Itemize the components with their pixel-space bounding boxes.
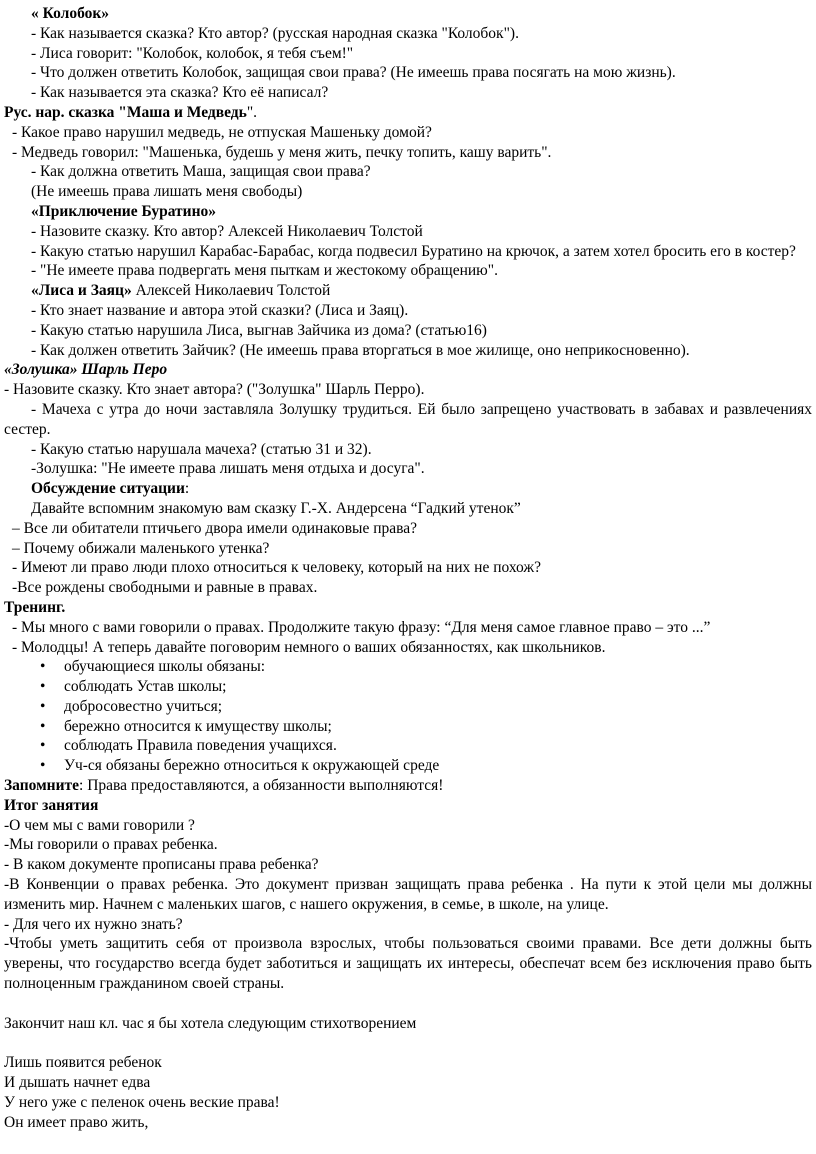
paragraph bbox=[4, 558, 812, 578]
text-run: Лишь появится ребенок bbox=[4, 1054, 162, 1072]
paragraph bbox=[4, 123, 812, 143]
text-run: обучающиеся школы обязаны: bbox=[64, 658, 266, 676]
bullet-icon: • bbox=[40, 697, 46, 715]
paragraph bbox=[4, 400, 812, 440]
poem-line bbox=[4, 1093, 812, 1113]
list-item bbox=[4, 717, 812, 737]
paragraph bbox=[4, 143, 812, 163]
text-run: - В каком документе прописаны права ребенка? bbox=[4, 856, 319, 874]
text-run: - Лиса говорит: "Колобок, колобок, я тебя съем!" bbox=[31, 44, 354, 62]
list-item bbox=[4, 756, 812, 776]
text-run: Рус. нар. сказка "Маша и Медведь bbox=[4, 103, 247, 121]
paragraph bbox=[4, 24, 812, 44]
poem-line bbox=[4, 1073, 812, 1093]
text-run: Тренинг. bbox=[4, 598, 66, 616]
text-run: «Лиса и Заяц» bbox=[31, 282, 132, 300]
text-run: добросовестно учиться; bbox=[64, 697, 223, 715]
heading-itog bbox=[4, 796, 812, 816]
text-run: - Медведь говорил: "Машенька, будешь у меня жить, печку топить, кашу варить". bbox=[12, 143, 552, 161]
bullet-icon: • bbox=[40, 757, 46, 775]
text-run: – Почему обижали маленького утенка? bbox=[12, 539, 270, 557]
text-run: : bbox=[184, 480, 190, 498]
text-run: - Какую статью нарушила Лиса, выгнав Зайчика из дома? (статью16) bbox=[31, 321, 487, 339]
text-run: - Мачеха с утра до ночи заставляла Золушку трудиться. Ей было запрещено участвовать в забавах и развлечениях сестер. bbox=[4, 400, 812, 438]
text-run: Давайте вспомним знакомую вам сказку Г.-Х. Андерсена “Гадкий утенок” bbox=[31, 499, 521, 517]
text-run: - Назовите сказку. Кто знает автора? ("Золушка" Шарль Перро). bbox=[4, 381, 425, 399]
text-run: - Как называется сказка? Кто автор? (русская народная сказка "Колобок"). bbox=[31, 24, 519, 42]
text-run: -Чтобы уметь защитить себя от произвола взрослых, чтобы пользоваться своими правами. Все дети должны быть уверены, что государство всегда будет заботиться и защищать их интересы, обеспечат всем без исключения право быть полноценным гражданином своей страны. bbox=[4, 935, 812, 993]
text-run: (Не имеешь права лишать меня свободы) bbox=[31, 183, 303, 201]
text-run: -О чем мы с вами говорили ? bbox=[4, 816, 195, 834]
text-run: Он имеет право жить, bbox=[4, 1113, 149, 1131]
heading-zapomnite bbox=[4, 776, 812, 796]
bullet-icon: • bbox=[40, 678, 46, 696]
bullet-icon: • bbox=[40, 717, 46, 735]
text-run: - Имеют ли право люди плохо относиться к человеку, который на них не похож? bbox=[12, 559, 541, 577]
text-run: У него уже с пеленок очень веские права! bbox=[4, 1093, 280, 1111]
paragraph bbox=[4, 301, 812, 321]
list-item bbox=[4, 657, 812, 677]
heading-lisa-zayats bbox=[4, 281, 812, 301]
text-run: -В Конвенции о правах ребенка. Это документ призван защищать права ребенка . На пути к этой цели мы должны изменить мир. Начнем с маленьких шагов, с нашего окружения, в семье, в школе, на улице. bbox=[4, 876, 812, 913]
paragraph bbox=[4, 380, 812, 400]
list-item bbox=[4, 677, 812, 697]
poem-line bbox=[4, 1113, 812, 1133]
text-run: – Все ли обитатели птичьего двора имели одинаковые права? bbox=[12, 519, 418, 537]
text-run: Запомните bbox=[4, 777, 80, 795]
text-run: - Какое право нарушил медведь, не отпуская Машеньку домой? bbox=[12, 123, 432, 141]
paragraph bbox=[4, 440, 812, 460]
text-run: соблюдать Устав школы; bbox=[64, 678, 227, 696]
text-run: «Золушка» Шарль Перо bbox=[4, 361, 168, 379]
paragraph bbox=[4, 321, 812, 341]
bullet-icon: • bbox=[40, 658, 46, 676]
paragraph bbox=[4, 1014, 812, 1034]
text-run: - Как должна ответить Маша, защищая свои права? bbox=[31, 163, 371, 181]
text-run: - Что должен ответить Колобок, защищая свои права? (Не имеешь права посягать на мою жизнь). bbox=[31, 64, 676, 82]
text-run: - Назовите сказку. Кто автор? Алексей Николаевич Толстой bbox=[31, 222, 423, 240]
text-run: бережно относится к имуществу школы; bbox=[64, 717, 332, 735]
paragraph bbox=[4, 618, 812, 638]
text-run: - Мы много с вами говорили о правах. Продолжите такую фразу: “Для меня самое главное право – это ...” bbox=[12, 618, 711, 636]
paragraph bbox=[4, 182, 812, 202]
paragraph bbox=[4, 816, 812, 836]
list-item bbox=[4, 736, 812, 756]
paragraph bbox=[4, 44, 812, 64]
paragraph bbox=[4, 934, 812, 993]
text-run: Уч-ся обязаны бережно относиться к окружающей среде bbox=[64, 757, 440, 775]
paragraph bbox=[4, 915, 812, 935]
text-run: Обсуждение ситуации bbox=[31, 480, 185, 498]
text-run: ". bbox=[246, 103, 258, 121]
paragraph bbox=[4, 539, 812, 559]
paragraph bbox=[4, 242, 812, 262]
paragraph bbox=[4, 855, 812, 875]
paragraph bbox=[4, 83, 812, 103]
paragraph bbox=[4, 499, 812, 519]
paragraph bbox=[4, 875, 812, 915]
text-run: соблюдать Правила поведения учащихся. bbox=[64, 737, 337, 755]
text-run: Закончит наш кл. час я бы хотела следующим стихотворением bbox=[4, 1014, 417, 1032]
text-run: - "Не имеете права подвергать меня пыткам и жестокому обращению". bbox=[31, 262, 498, 280]
heading-zolushka bbox=[4, 360, 812, 380]
text-run: И дышать начнет едва bbox=[4, 1074, 151, 1092]
paragraph bbox=[4, 261, 812, 281]
bullet-icon: • bbox=[40, 737, 46, 755]
text-run: - Как называется эта сказка? Кто её написал? bbox=[31, 84, 329, 102]
heading-trening bbox=[4, 598, 812, 618]
heading-masha bbox=[4, 103, 812, 123]
paragraph bbox=[4, 162, 812, 182]
text-run: «Приключение Буратино» bbox=[31, 202, 217, 220]
heading-kolobok bbox=[4, 4, 812, 24]
blank-line bbox=[4, 1033, 812, 1053]
text-run: - Какую статью нарушил Карабас-Барабас, когда подвесил Буратино на крючок, а затем хотел бросить его в костер? bbox=[31, 242, 796, 260]
text-run: - Как должен ответить Зайчик? (Не имеешь права вторгаться в мое жилище, оно неприкосновенно). bbox=[31, 341, 690, 359]
paragraph bbox=[4, 63, 812, 83]
text-run: -Все рождены свободными и равные в правах. bbox=[12, 579, 318, 597]
paragraph bbox=[4, 519, 812, 539]
text-run: - Кто знает название и автора этой сказки? (Лиса и Заяц). bbox=[31, 301, 409, 319]
poem-line bbox=[4, 1053, 812, 1073]
text-run: - Для чего их нужно знать? bbox=[4, 915, 183, 933]
paragraph bbox=[4, 638, 812, 658]
text-run: - Какую статью нарушала мачеха? (статью 31 и 32). bbox=[31, 440, 372, 458]
text-run: - Молодцы! А теперь давайте поговорим немного о ваших обязанностях, как школьников. bbox=[12, 638, 606, 656]
text-run: -Золушка: "Не имеете права лишать меня отдыха и досуга". bbox=[31, 460, 425, 478]
heading-obsuzhdenie bbox=[4, 479, 812, 499]
text-run: Алексей Николаевич Толстой bbox=[131, 282, 331, 300]
list-item bbox=[4, 697, 812, 717]
text-run: « Колобок» bbox=[31, 5, 110, 22]
text-run: -Мы говорили о правах ребенка. bbox=[4, 836, 218, 854]
paragraph bbox=[4, 578, 812, 598]
heading-buratino bbox=[4, 202, 812, 222]
paragraph bbox=[4, 222, 812, 242]
text-run: Итог занятия bbox=[4, 796, 99, 814]
paragraph bbox=[4, 835, 812, 855]
paragraph bbox=[4, 459, 812, 479]
paragraph bbox=[4, 341, 812, 361]
text-run: : Права предоставляются, а обязанности выполняются! bbox=[79, 777, 444, 795]
blank-line bbox=[4, 994, 812, 1014]
